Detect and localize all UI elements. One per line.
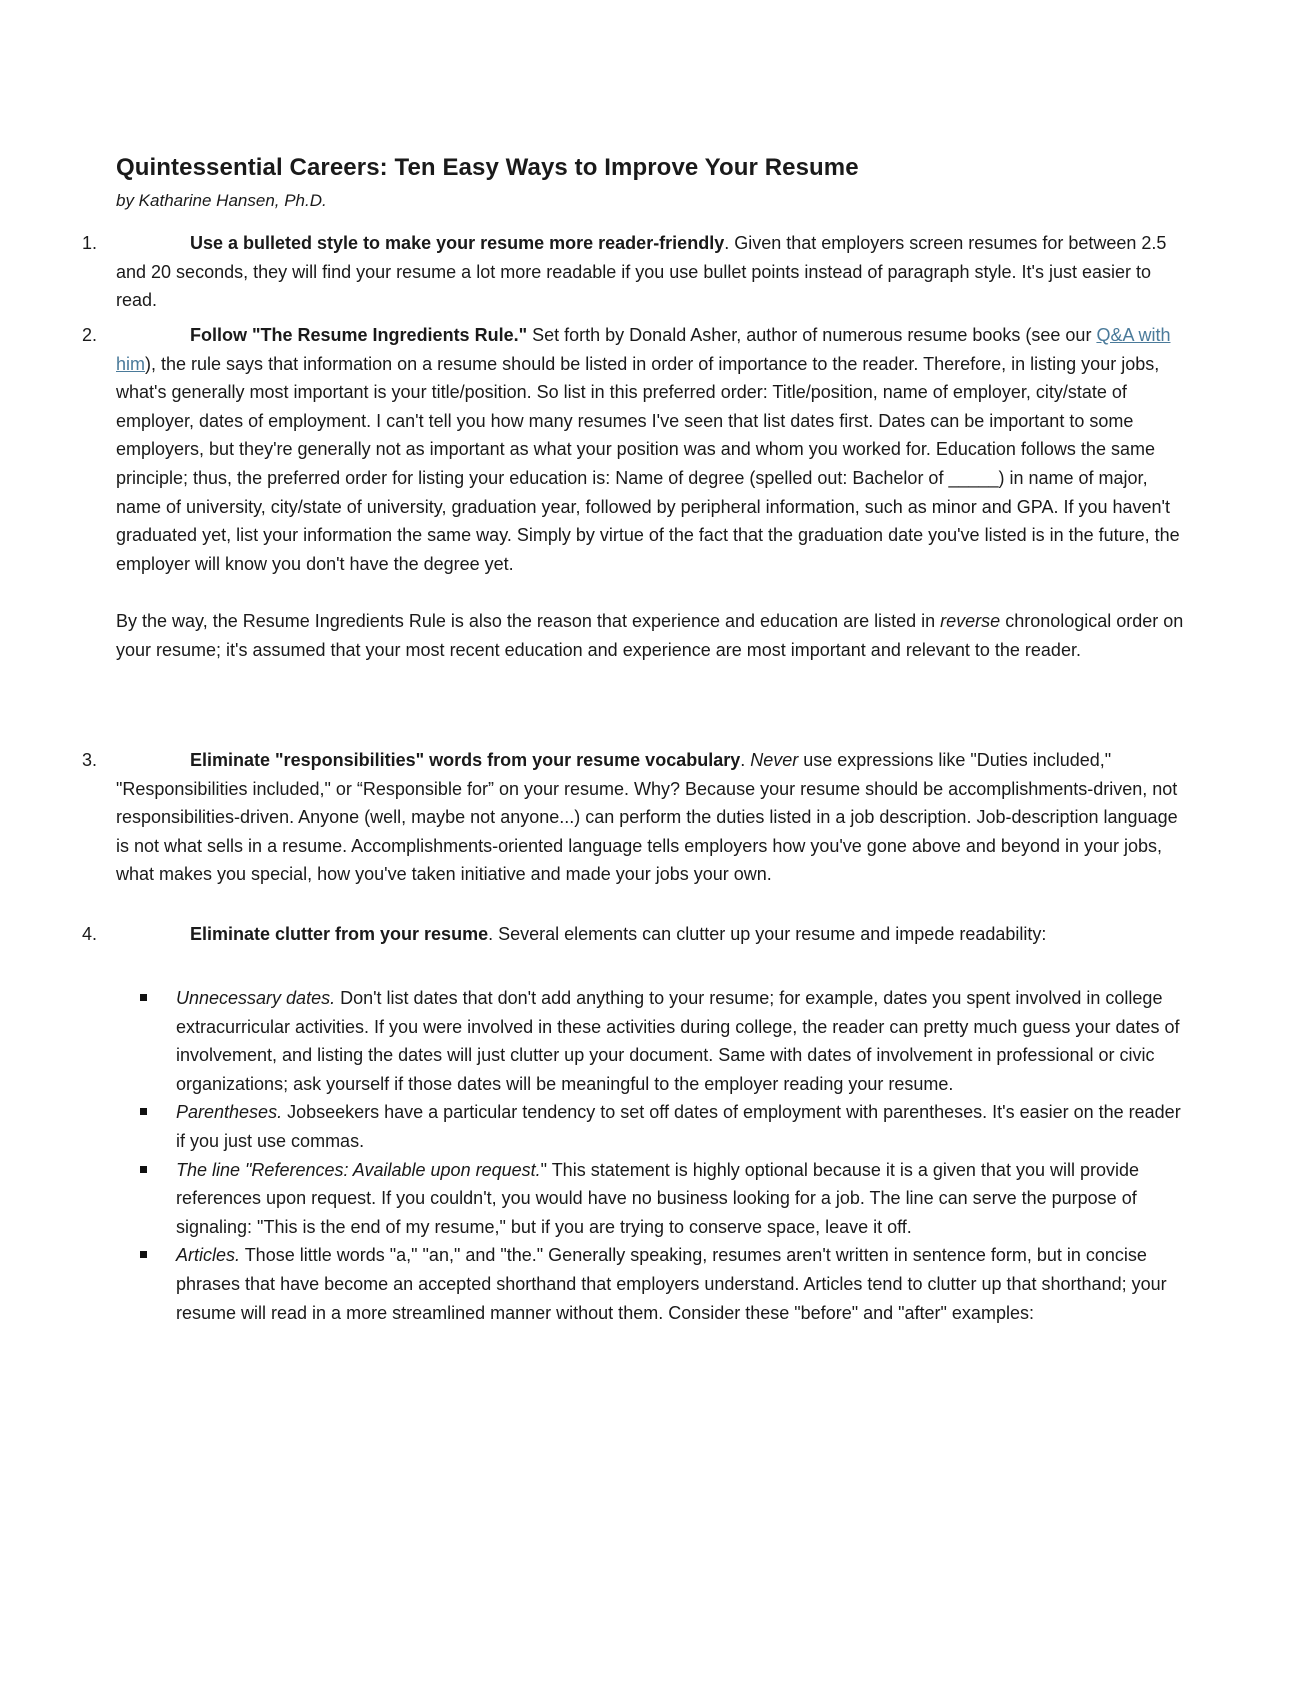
clutter-bullet-list: [176, 984, 1188, 1327]
item-text: use expressions like "Duties included," "Responsibilities included," or “Responsible for” on your resume. Why? Because your resume should be accomplishments-driven, not responsibilities-driven. Anyone (well, maybe not anyone...) can perform the duties listed in a job description. Job-description language is not what sells in a resume. Accomplishments-oriented language tells employers how you've gone above and beyond in your jobs, what makes you special, how you've taken initiative and made your jobs your own.: [116, 750, 1178, 885]
item-number: 1.: [82, 233, 98, 253]
list-item-1: [82, 229, 1188, 315]
bullet-text: " This statement is highly optional because it is a given that you will provide references upon request. If you couldn't, you would have no business looking for a job. The line can serve the purpose of signaling: "This is the end of my resume," but if you are trying to conserve space, leave it off.: [176, 1159, 1140, 1237]
bullet-item: [176, 1241, 1188, 1327]
item-paragraph: [116, 321, 1188, 578]
item-text: ), the rule says that information on a resume should be listed in order of importance to the reader. Therefore, in listing your jobs, what's generally most important is your title/position. So list in this preferred order: Title/position, name of employer, city/state of employer, dates of employment. I can't tell you how many resumes I've seen that list dates first. Dates can be important to some employers, but they're generally not as important as what your position was and whom you worked for. Education follows the same principle; thus, the preferred order for listing your education is: Name of degree (spelled out: Bachelor of _____) in name of major, name of university, city/state of university, graduation year, followed by peripheral information, such as minor and GPA. If you haven't graduated yet, list your information the same way. Simply by virtue of the fact that the graduation date you've listed is in the future, the employer will know you don't have the degree yet.: [116, 353, 1180, 574]
bullet-item: [176, 984, 1188, 1098]
item-paragraph: [116, 920, 1188, 949]
qa-link[interactable]: Q&A with him: [116, 325, 1171, 374]
square-bullet-icon: [140, 1166, 147, 1173]
bullet-emphasis: Parentheses.: [176, 1102, 283, 1123]
bullet-text: Jobseekers have a particular tendency to set off dates of employment with parentheses. It's easier on the reader if you just use commas.: [176, 1102, 1181, 1151]
item-heading: Eliminate clutter from your resume: [190, 924, 489, 944]
item-text: . Several elements can clutter up your resume and impede readability:: [488, 924, 1047, 944]
item-number: 3.: [82, 750, 98, 770]
bullet-emphasis: Articles.: [176, 1245, 241, 1266]
bullet-item: [176, 1156, 1188, 1242]
item-paragraph-2: [116, 607, 1188, 664]
item-heading: Use a bulleted style to make your resume more reader-friendly: [190, 233, 725, 253]
list-item-4: [82, 920, 1188, 949]
item-paragraph: [116, 229, 1188, 315]
item-text: chronological order on your resume; it's assumed that your most recent education and experience are most important and relevant to the reader.: [116, 610, 1184, 660]
item-number: 2.: [82, 325, 98, 345]
document-byline: by Katharine Hansen, Ph.D.: [116, 191, 327, 210]
emphasis: reverse: [940, 610, 1001, 631]
bullet-emphasis: Unnecessary dates.: [176, 988, 336, 1008]
item-paragraph: [116, 746, 1188, 889]
emphasis: Never: [750, 750, 799, 770]
document-title: Quintessential Careers: Ten Easy Ways to Improve Your Resume: [116, 154, 859, 181]
bullet-emphasis: The line "References: Available upon request.: [176, 1159, 541, 1180]
item-text: . Given that employers screen resumes for between 2.5 and 20 seconds, they will find your resume a lot more readable if you use bullet points instead of paragraph style. It's just easier to read.: [116, 233, 1167, 311]
item-number: 4.: [82, 924, 98, 944]
item-text: .: [740, 750, 751, 770]
square-bullet-icon: [140, 1108, 147, 1115]
bullet-item: [176, 1098, 1188, 1155]
square-bullet-icon: [140, 994, 147, 1001]
item-text: By the way, the Resume Ingredients Rule is also the reason that experience and education are listed in: [116, 610, 941, 631]
bullet-text: Don't list dates that don't add anything to your resume; for example, dates you spent involved in college extracurricular activities. If you were involved in these activities during college, the reader can pretty much guess your dates of involvement, and listing the dates will just clutter up your document. Same with dates of involvement in professional or civic organizations; ask yourself if those dates will be meaningful to the employer reading your resume.: [176, 988, 1180, 1094]
item-text: Set forth by Donald Asher, author of numerous resume books (see our: [527, 325, 1097, 345]
square-bullet-icon: [140, 1251, 147, 1258]
list-item-2: [82, 321, 1188, 664]
list-item-3: [82, 746, 1188, 889]
item-heading: Eliminate "responsibilities" words from your resume vocabulary: [190, 750, 741, 770]
item-heading: Follow "The Resume Ingredients Rule.": [190, 325, 528, 345]
bullet-text: Those little words "a," "an," and "the." Generally speaking, resumes aren't written in sentence form, but in concise phrases that have become an accepted shorthand that employers understand. Articles tend to clutter up that shorthand; your resume will read in a more streamlined manner without them. Consider these "before" and "after" examples:: [176, 1245, 1167, 1323]
